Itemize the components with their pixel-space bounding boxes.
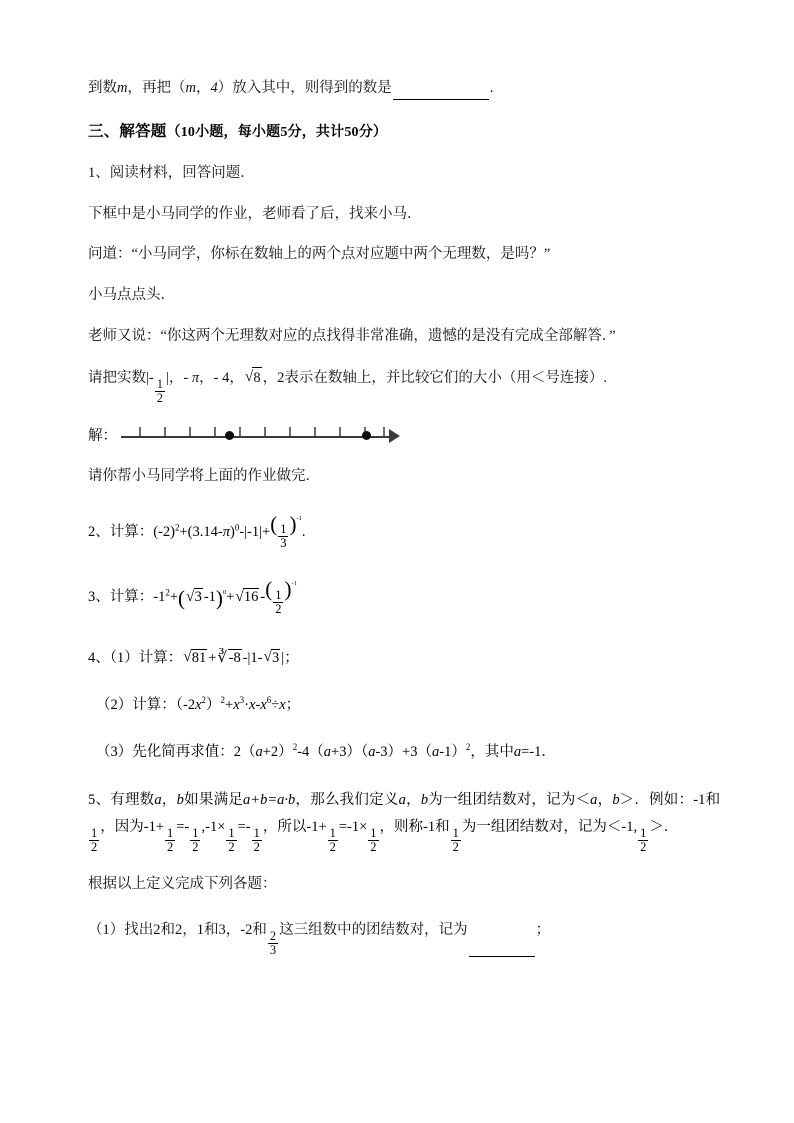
abs-close: |: [165, 369, 169, 386]
fraction-one-half: [451, 827, 461, 854]
q4b-exp-1: 2: [201, 695, 207, 706]
cube-root-radicand: -8: [228, 649, 241, 666]
q3-exponent-1: 2: [165, 587, 170, 598]
variable-b: b: [176, 791, 184, 808]
variable-x: x: [249, 696, 256, 713]
q4b-dot-operator: ·: [244, 696, 249, 713]
fraction-one-half: [328, 827, 338, 854]
sqrt-16: [235, 588, 259, 606]
pi-symbol: π: [222, 523, 230, 540]
q3-paren-exponent: 0: [222, 589, 227, 597]
number-line-tick: [239, 427, 241, 436]
q5-c12: -1,: [621, 818, 638, 835]
q3-part-2: +: [169, 589, 179, 606]
q4c-t3: -4（: [297, 743, 324, 760]
top-fragment-comma: ，: [195, 80, 211, 96]
question-1-stem: [88, 163, 720, 185]
number-line-tick: [289, 427, 291, 436]
paren-open: (: [178, 585, 186, 610]
sqrt-81: [183, 649, 207, 667]
variable-a: a: [431, 743, 440, 760]
q3-part-4: +: [226, 589, 235, 606]
solution-label: 解：: [88, 428, 117, 445]
q5-s1: 有理数: [110, 791, 155, 808]
fraction-numerator: 1: [228, 826, 235, 841]
question-5-definition: [88, 787, 720, 854]
fraction-numerator: 1: [640, 826, 647, 841]
instruction-tail: 表示在数轴上，并比较它们的大小（用＜号连接）.: [284, 369, 607, 386]
q5-sub1-and: 和: [252, 921, 267, 938]
q4c-t4: +3）（: [331, 743, 369, 760]
value-two: 2: [277, 369, 285, 386]
q4c-t7: ，其中: [470, 743, 514, 760]
fraction-numerator: 1: [275, 587, 282, 602]
q5-c6: -1+: [306, 818, 327, 835]
q5-c10: 和: [435, 818, 450, 835]
fraction-one-half: [368, 827, 378, 854]
sqrt-16-radicand: 16: [243, 589, 259, 606]
document-content: [88, 78, 720, 976]
fraction-one-half: [638, 827, 648, 854]
q4-abs-close: |；: [281, 649, 299, 666]
fraction-numerator: 1: [452, 826, 459, 841]
number-line-point: [362, 431, 371, 440]
fraction-denominator: 2: [275, 601, 282, 616]
q5-s2: ，: [161, 791, 177, 808]
section-heading-detail: （10小题，每小题5分，共计50分）: [166, 124, 388, 140]
fraction-numerator: 1: [370, 826, 377, 841]
negative-four: - 4: [213, 369, 230, 386]
q4b-a: （-2: [175, 696, 196, 713]
question-4-part-1: [88, 646, 720, 667]
q5-c9: -1: [423, 818, 436, 835]
q5-s5: ，: [405, 791, 421, 808]
fraction-denominator: 2: [452, 840, 459, 855]
separator-3: ，: [229, 369, 244, 386]
q5-c1: -1+: [143, 818, 164, 835]
q5-sub1-end: ；: [535, 921, 551, 938]
number-line-tick: [339, 427, 341, 436]
section-heading-label: 三、解答题: [88, 122, 167, 140]
question-5-number: 5、: [88, 791, 111, 808]
number-line-tick: [189, 427, 191, 436]
q4-sub3-label: （3）先化简再求值：: [96, 743, 234, 760]
q4b-c: +: [225, 696, 234, 713]
q5-c5: ，所以: [262, 818, 307, 835]
separator-1: ，: [168, 369, 184, 386]
sqrt-8-radicand: 8: [252, 367, 261, 390]
value-four: 4: [210, 80, 218, 96]
q5-s6: 为一组团结数对，记为＜: [428, 791, 591, 808]
variable-a: a: [323, 743, 332, 760]
number-line-point: [225, 431, 234, 440]
q3-outer-exponent: -1: [291, 580, 297, 588]
number-line-axis: [121, 436, 393, 438]
sqrt-8: [245, 367, 262, 390]
fraction-numerator: 2: [269, 929, 277, 944]
fraction-one-half: [155, 378, 165, 405]
fraction-denominator: 2: [370, 840, 377, 855]
number-line-arrow-icon: [389, 429, 400, 443]
q5-s8: ＞．例如：: [619, 791, 694, 808]
variable-x: x: [233, 696, 240, 713]
question-1-line-3: 小马点点头．: [88, 287, 175, 303]
variable-a: a: [368, 743, 376, 760]
q4c-t1: 2（: [233, 743, 256, 760]
question-4-number: 4、: [88, 649, 110, 666]
instruction-lead: 请把实数: [88, 369, 146, 386]
q3-parenthesized-fraction: [265, 577, 297, 616]
sqrt-3: [186, 588, 203, 606]
question-3-number: 3、: [88, 589, 110, 606]
number-line-tick: [139, 427, 141, 436]
q5-sub1-tail: 这三组数中的团结数对，记为: [279, 921, 468, 938]
paren-close: ): [284, 577, 292, 602]
variable-x: x: [195, 696, 202, 713]
q5-s7: ，: [597, 791, 613, 808]
number-line-tick: [214, 427, 216, 436]
fraction-denominator: 3: [269, 943, 277, 958]
fraction-numerator: 1: [91, 826, 98, 841]
fraction-one-third: [278, 523, 288, 550]
section-heading: [88, 119, 720, 141]
question-1-line-1: 下框中是小马同学的作业，老师看了后，找来小马．: [88, 205, 422, 222]
question-2-number: 2、: [88, 523, 110, 540]
q2-parenthesized-fraction: [270, 511, 302, 551]
q3-part-5: -: [260, 589, 266, 606]
q4-sub1-label: （1）计算：: [109, 649, 183, 666]
fraction-numerator: 1: [156, 376, 163, 391]
fraction-numerator: 1: [329, 826, 336, 841]
variable-x: x: [260, 696, 267, 713]
fraction-denominator: 2: [228, 840, 235, 855]
q5-example-neg1: -1: [693, 791, 706, 808]
cube-root-neg-8: [217, 649, 241, 667]
separator-4: ，: [262, 369, 278, 386]
variable-m: m: [117, 80, 128, 96]
q5-c11: 为一组团结数对，记为＜: [461, 818, 622, 835]
question-1-line-4: 老师又说：“你这两个无理数对应的点找得非常准确，遗憾的是没有完成全部解答．”: [88, 327, 616, 344]
q2-part-1: (-2): [153, 523, 175, 540]
q4b-b: ）: [206, 696, 221, 713]
question-2: [88, 511, 720, 551]
negative-pi: - π: [183, 369, 200, 386]
top-fragment-period: .: [489, 80, 494, 96]
q4-plus: +: [208, 649, 217, 666]
q5-c4: =-: [237, 818, 251, 835]
q4c-t8: =-1．: [521, 743, 556, 760]
top-fragment-line: [88, 78, 720, 100]
separator-2: ，: [199, 369, 214, 386]
q5-s4: ，那么我们定义: [295, 791, 399, 808]
fraction-two-thirds: [268, 930, 278, 957]
variable-m-second: m: [185, 80, 196, 96]
paren-open: (: [265, 577, 273, 602]
question-3-prompt: 计算：: [109, 589, 154, 606]
top-fragment-suffix: ）放入其中，则得到的数是: [217, 80, 392, 96]
paren-close: ): [215, 585, 223, 610]
q4b-d: -: [255, 696, 261, 713]
fraction-one-half: [165, 827, 175, 854]
question-2-prompt: 计算：: [109, 523, 154, 540]
q4-sub2-label: （2）计算：: [96, 696, 176, 713]
number-line-tick: [264, 427, 266, 436]
fraction-denominator: 2: [192, 840, 199, 855]
variable-b: b: [612, 791, 620, 808]
q2-end: .: [301, 523, 306, 540]
q2-outer-exponent: -1: [296, 514, 302, 522]
variable-a: a: [154, 791, 162, 808]
sqrt-3-radicand: 3: [194, 589, 202, 606]
q5-c8: ，则称: [379, 818, 424, 835]
variable-x: x: [279, 696, 286, 713]
variable-a: a: [398, 791, 406, 808]
variable-a: a: [590, 791, 598, 808]
top-fragment-mid: ，再把（: [127, 80, 186, 96]
fraction-one-half: [226, 827, 236, 854]
sqrt-81-radicand: 81: [191, 649, 207, 666]
variable-a: a: [255, 743, 263, 760]
number-line-figure: [121, 424, 407, 446]
number-line-tick: [383, 427, 385, 436]
q2-part-4: -|-1|+: [239, 523, 271, 540]
fraction-one-half: [190, 827, 200, 854]
fraction-denominator: 2: [253, 840, 260, 855]
q2-part-3: ): [229, 523, 235, 540]
fraction-one-half: [273, 589, 283, 616]
q4b-exp-4: 6: [266, 695, 272, 706]
q5-s9: 和: [705, 791, 721, 808]
fraction-numerator: 1: [280, 522, 287, 537]
question-5-followup: 根据以上定义完成下列各题：: [88, 876, 277, 893]
q4b-exp-3: 3: [239, 695, 245, 706]
q4c-t2: +2）: [262, 743, 293, 760]
fraction-denominator: 2: [156, 390, 163, 405]
q3-parenthesized-sqrt: [178, 585, 227, 610]
paren-open: (: [270, 511, 278, 536]
variable-b: b: [420, 791, 429, 808]
question-1-instruction: [88, 367, 720, 405]
fraction-numerator: 1: [253, 826, 260, 841]
q4c-t6: -1）: [439, 743, 466, 760]
fraction-numerator: 1: [192, 826, 199, 841]
question-1-stem-text: 阅读材料，回答问题．: [109, 164, 255, 181]
q5-sub1-neg2: -2: [240, 921, 253, 938]
fraction-one-half: [252, 827, 262, 854]
question-1-line-2: 问道：“小马同学，你标在数轴上的两个点对应题中两个无理数，是吗？”: [88, 246, 551, 263]
question-4-part-3: [88, 740, 720, 761]
solution-number-line-row: [88, 424, 720, 446]
q3-part-3: -1: [203, 589, 216, 606]
number-line-tick: [164, 427, 166, 436]
q5-c7: =-1×: [338, 818, 368, 835]
q2-exponent-1: 2: [175, 521, 180, 532]
q5-s3: 如果满足: [183, 791, 244, 808]
q5-equation: a+b=a·b: [243, 791, 296, 808]
fraction-denominator: 2: [167, 840, 174, 855]
question-5-sub-1: [88, 920, 720, 957]
q4c-exp-1: 2: [292, 742, 298, 753]
q4c-exp-2: 2: [465, 742, 471, 753]
fraction-denominator: 2: [329, 840, 336, 855]
q3-part-1: -1: [153, 589, 166, 606]
sqrt-3: [264, 649, 281, 667]
sqrt-3-radicand: 3: [272, 649, 280, 666]
q4b-end: ；: [285, 696, 301, 713]
q5-s10: ，因为: [100, 818, 144, 835]
minus-sign: -: [148, 369, 154, 386]
q4b-exp-2: 2: [220, 695, 226, 706]
fraction-denominator: 3: [280, 536, 287, 551]
fraction-numerator: 1: [167, 826, 174, 841]
q5-sub1-lead: （1）找出2和2，1和3，: [88, 921, 241, 938]
variable-a: a: [513, 743, 522, 760]
question-1-closing: 请你帮小马同学将上面的作业做完．: [88, 467, 320, 484]
paren-close: ): [289, 511, 297, 536]
q2-part-2: +(3.14-: [179, 523, 223, 540]
top-fragment-prefix: 到数: [88, 80, 117, 96]
question-3: [88, 577, 720, 616]
q5-c3: ,-1×: [201, 818, 226, 835]
number-line-tick: [314, 427, 316, 436]
fraction-denominator: 2: [91, 840, 98, 855]
q4b-divide-operator: ÷: [271, 696, 280, 713]
q4c-t5: -3）+3（: [375, 743, 432, 760]
question-1-number: 1、: [88, 164, 110, 181]
q4-minus-abs: -|1-: [242, 649, 263, 666]
question-4-part-2: [88, 693, 720, 714]
fraction-one-half: [89, 827, 99, 854]
answer-blank[interactable]: [393, 86, 489, 100]
answer-blank[interactable]: [469, 943, 535, 957]
q2-exponent-zero: 0: [234, 521, 240, 532]
q5-c13: ＞．: [649, 818, 679, 835]
q5-c2: =-: [176, 818, 190, 835]
fraction-denominator: 2: [640, 840, 647, 855]
abs-open: |: [146, 369, 149, 386]
